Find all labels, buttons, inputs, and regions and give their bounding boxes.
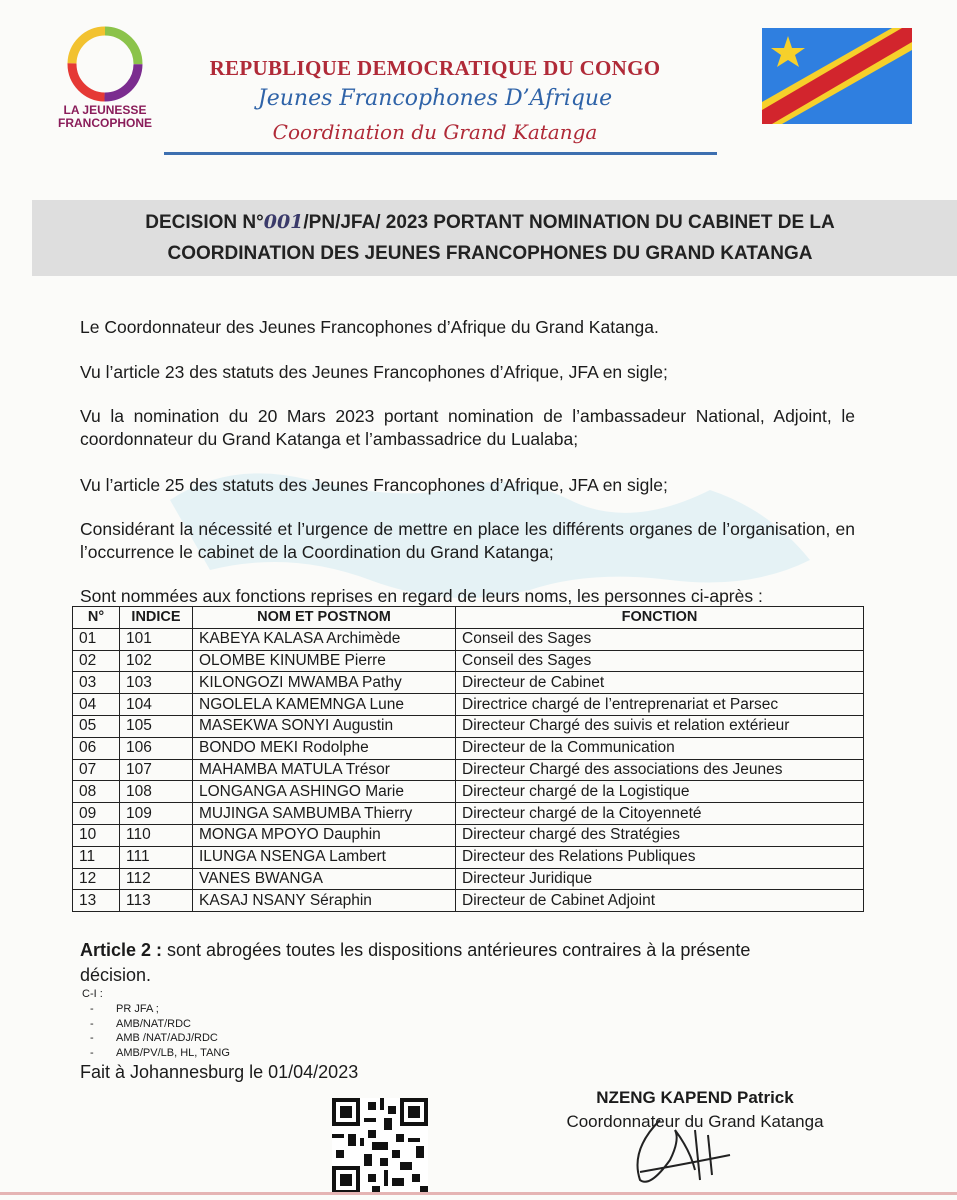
row-number: 06: [73, 737, 120, 759]
row-indice: 109: [120, 803, 193, 825]
table-header-row: [73, 607, 864, 629]
row-number: 05: [73, 715, 120, 737]
row-name: KILONGOZI MWAMBA Pathy: [193, 672, 456, 694]
row-name: ILUNGA NSENGA Lambert: [193, 846, 456, 868]
row-function: Conseil des Sages: [456, 650, 864, 672]
table-row: [73, 694, 864, 716]
row-indice: 112: [120, 868, 193, 890]
row-function: Directeur Chargé des associations des Jeunes: [456, 759, 864, 781]
table-row: [73, 781, 864, 803]
row-function: Directeur de la Communication: [456, 737, 864, 759]
row-name: NGOLELA KAMEMNGA Lune: [193, 694, 456, 716]
list-item: - AMB/PV/LB, HL, TANG: [90, 1046, 230, 1059]
drc-flag-icon: [762, 28, 912, 124]
row-indice: 111: [120, 846, 193, 868]
handwritten-number: 001: [263, 211, 304, 233]
row-indice: 106: [120, 737, 193, 759]
row-number: 03: [73, 672, 120, 694]
row-function: Directeur Chargé des suivis et relation extérieur: [456, 715, 864, 737]
jeunesse-francophone-logo: [50, 22, 160, 152]
paragraph-nominations-lead: Sont nommées aux fonctions reprises en regard de leurs noms, les personnes ci-après :: [80, 586, 763, 606]
paragraph-intro: Le Coordonnateur des Jeunes Francophones d’Afrique du Grand Katanga.: [80, 317, 659, 337]
row-indice: 105: [120, 715, 193, 737]
row-number: 07: [73, 759, 120, 781]
row-function: Directeur chargé de la Logistique: [456, 781, 864, 803]
handwritten-signature: [600, 1110, 740, 1190]
header-name: NOM ET POSTNOM: [193, 607, 456, 629]
row-function: Directeur Juridique: [456, 868, 864, 890]
row-number: 11: [73, 846, 120, 868]
row-number: 04: [73, 694, 120, 716]
row-name: VANES BWANGA: [193, 868, 456, 890]
row-number: 09: [73, 803, 120, 825]
table-row: [73, 715, 864, 737]
row-number: 08: [73, 781, 120, 803]
list-item: - AMB/NAT/RDC: [90, 1017, 191, 1030]
row-name: MUJINGA SAMBUMBA Thierry: [193, 803, 456, 825]
copies-label: C-I :: [82, 988, 103, 1000]
row-name: MAHAMBA MATULA Trésor: [193, 759, 456, 781]
qr-code: [332, 1098, 428, 1194]
signatory-name: NZENG KAPEND Patrick: [596, 1088, 794, 1107]
decision-title: DECISION N°001/PN/JFA/ 2023 PORTANT NOMINATION DU CABINET DE LA COORDINATION DES JEUNES FRANCOPHONES DU GRAND KATANGA: [145, 211, 835, 264]
row-name: KABEYA KALASA Archimède: [193, 628, 456, 650]
table-row: [73, 672, 864, 694]
row-indice: 101: [120, 628, 193, 650]
row-number: 12: [73, 868, 120, 890]
row-indice: 113: [120, 890, 193, 912]
row-indice: 110: [120, 824, 193, 846]
country-heading: REPUBLIQUE DEMOCRATIQUE DU CONGO: [209, 56, 661, 80]
table-row: [73, 628, 864, 650]
logo-text: LA JEUNESSE FRANCOPHONE: [57, 103, 152, 130]
row-indice: 104: [120, 694, 193, 716]
table-row: [73, 737, 864, 759]
list-item: - PR JFA ;: [90, 1003, 159, 1015]
row-indice: 103: [120, 672, 193, 694]
paragraph-nomination: Vu la nomination du 20 Mars 2023 portant nomination de l’ambassadeur National, Adjoint, le coordonnateur du Grand Katanga et l’ambassadrice du Lualaba;: [80, 406, 855, 449]
table-row: [73, 824, 864, 846]
header-indice: INDICE: [120, 607, 193, 629]
row-name: OLOMBE KINUMBE Pierre: [193, 650, 456, 672]
list-item: - AMB /NAT/ADJ/RDC: [90, 1032, 218, 1044]
row-function: Directeur chargé de la Citoyenneté: [456, 803, 864, 825]
row-number: 02: [73, 650, 120, 672]
row-name: LONGANGA ASHINGO Marie: [193, 781, 456, 803]
row-indice: 108: [120, 781, 193, 803]
place-date: Fait à Johannesburg le 01/04/2023: [80, 1062, 359, 1082]
coordination-name: Coordination du Grand Katanga: [272, 120, 598, 144]
paragraph-considerant: Considérant la nécessité et l’urgence de mettre en place les différents organes de l’organisation, en l’occurrence le cabinet de la Coordination du Grand Katanga;: [80, 519, 855, 562]
copies-list: [90, 1002, 230, 1060]
row-function: Conseil des Sages: [456, 628, 864, 650]
row-function: Directeur des Relations Publiques: [456, 846, 864, 868]
row-name: KASAJ NSANY Séraphin: [193, 890, 456, 912]
paragraph-article25: Vu l’article 25 des statuts des Jeunes Francophones d’Afrique, JFA en sigle;: [80, 475, 668, 495]
organization-name: Jeunes Francophones D’Afrique: [257, 86, 613, 111]
header-divider: [164, 152, 717, 155]
row-indice: 102: [120, 650, 193, 672]
row-function: Directeur de Cabinet Adjoint: [456, 890, 864, 912]
row-function: Directrice chargé de l’entreprenariat et Parsec: [456, 694, 864, 716]
row-name: MASEKWA SONYI Augustin: [193, 715, 456, 737]
table-row: [73, 650, 864, 672]
row-number: 13: [73, 890, 120, 912]
paragraph-article23: Vu l’article 23 des statuts des Jeunes Francophones d’Afrique, JFA en sigle;: [80, 362, 668, 382]
nominations-table: [72, 606, 864, 912]
header-number: N°: [73, 607, 120, 629]
table-row: [73, 890, 864, 912]
bottom-edge: [0, 1192, 957, 1195]
row-function: Directeur chargé des Stratégies: [456, 824, 864, 846]
table-row: [73, 868, 864, 890]
signatory-role: Coordonnateur du Grand Katanga: [566, 1112, 824, 1131]
table-row: [73, 759, 864, 781]
article-2: Article 2 : sont abrogées toutes les dispositions antérieures contraires à la présente décision.: [80, 940, 751, 985]
header-function: FONCTION: [456, 607, 864, 629]
row-number: 10: [73, 824, 120, 846]
row-name: BONDO MEKI Rodolphe: [193, 737, 456, 759]
row-name: MONGA MPOYO Dauphin: [193, 824, 456, 846]
row-function: Directeur de Cabinet: [456, 672, 864, 694]
table-row: [73, 803, 864, 825]
row-indice: 107: [120, 759, 193, 781]
table-row: [73, 846, 864, 868]
row-number: 01: [73, 628, 120, 650]
